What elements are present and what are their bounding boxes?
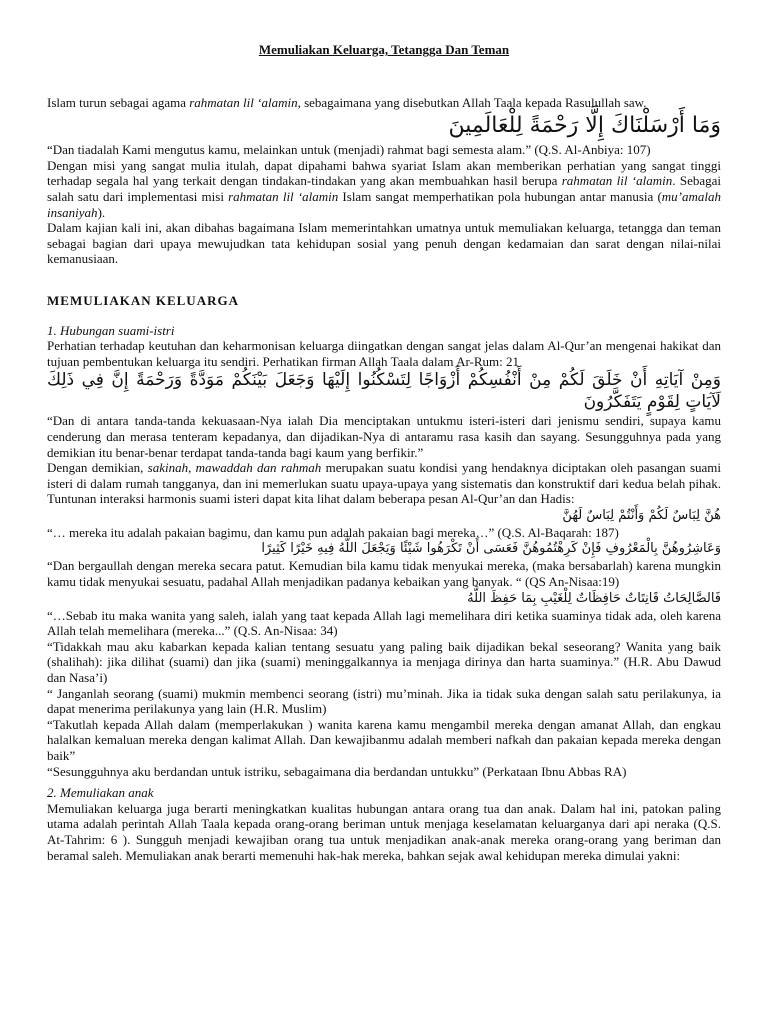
- section-heading-family: MEMULIAKAN KELUARGA: [47, 292, 239, 308]
- hadith-muslim: “ Janganlah seorang (suami) mukmin membenci seorang (istri) mu’minah. Jika ia tidak suka dengan salah satu perilakunya, ia dapat menerima perilakunya yang lain (H.R. Muslim): [47, 685, 721, 717]
- arabic-nisaa34-verse: فَالصَّالِحَاتُ قَانِتَاتٌ حَافِظَاتٌ لِلْغَيْبِ بِمَا حَفِظَ اللَّهُ: [467, 590, 721, 606]
- hadith-abu-dawud: “Tidakkah mau aku kabarkan kepada kalian tentang sesuatu yang paling baik dijadikan bekal seseorang? Wanita yang baik (shalihah): jika dilihat (suami) dan jika (suami) meninggalkannya ia menjaga dirinya dan harta suaminya.” (H.R. Abu Dawud dan Nasa’i): [47, 638, 721, 686]
- paragraph-sakinah: [47, 460, 721, 507]
- intro-text-b: , sebagaimana yang disebutkan Allah Taala kepada Rasulullah saw.: [297, 94, 647, 110]
- document-title: Memuliakan Keluarga, Tetangga Dan Teman: [258, 42, 510, 57]
- sakinah-text-b: merupakan suatu kondisi yang hendaknya diciptakan oleh pasangan suami isteri di dalam rumah tangganya, dan ini memerlukan suatu upaya-upaya yang sistematis dan konstruktif dari kedua belah pihak. Tuntunan interaksi harmonis suami isteri dapat kita lihat dalam beberapa pesan Al-Qur’an dan Hadis:: [47, 460, 721, 507]
- paragraph-family-harmony: Perhatian terhadap keutuhan dan keharmonisan keluarga diingatkan dengan sangat jelas dalam Al-Qur’an mengenai hakikat dan tujuan pembentukan keluarga itu sendiri. Perhatikan firman Allah Taala dalam Ar-Rum: 21: [47, 338, 721, 369]
- sakinah-italic: sakinah, mawaddah dan rahmah: [147, 460, 322, 476]
- baqarah-translation: “… mereka itu adalah pakaian bagimu, dan kamu pun adalah pakaian bagi mereka…” (Q.S. Al-Baqarah: 187): [47, 524, 619, 540]
- intro-paragraph-study: Dalam kajian kali ini, akan dibahas bagaimana Islam memerintahkan umatnya untuk memuliakan keluarga, tetangga dan teman sebagai bagian dari upaya mewujudkan tata kehidupan sosial yang penuh dengan kedamaian dan sarat dengan nilai-nilai kemanusiaan.: [47, 220, 721, 267]
- arabic-nisaa19-verse: وَعَاشِرُوهُنَّ بِالْمَعْرُوفِ فَإِنْ كَرِهْتُمُوهُنَّ فَعَسَى أَنْ تَكْرَهُوا شَيْئًا وَيَجْعَلَ اللَّهُ فِيهِ خَيْرًا كَثِيرًا: [261, 541, 721, 557]
- nisaa19-translation: “Dan bergaullah dengan mereka secara patut. Kemudian bila kamu tidak menyukai mereka, (maka bersabarlah) karena mungkin kamu tidak menyukai sesuatu, padahal Allah menjadikan padanya kebaikan yang banyak. “ (QS An-Nisaa:19): [47, 558, 721, 590]
- hadith-fear-allah: “Takutlah kepada Allah dalam (memperlakukan ) wanita karena kamu mengambil mereka dengan amanat Allah, dan engkau halalkan kemaluan mereka dengan kalimat Allah. Dan kewajibanmu adalah memberi nafkah dan pakaian kepada mereka dengan baik”: [47, 716, 721, 763]
- intro-italic: rahmatan lil ‘alamin: [189, 94, 298, 110]
- p2-italic-1: rahmatan lil ‘alamin: [561, 173, 673, 189]
- subheading-children: 2. Memuliakan anak: [47, 785, 154, 801]
- arabic-baqarah-verse: هُنَّ لِبَاسٌ لَكُمْ وَأَنْتُمْ لِبَاسٌ لَهُنَّ: [562, 507, 721, 523]
- intro-line: [47, 95, 721, 111]
- p2-italic-2: rahmatan lil ‘alamin: [228, 188, 339, 204]
- paragraph-children: Memuliakan keluarga juga berarti meningkatkan kualitas hubungan antara orang tua dan anak. Dalam hal ini, patokan paling utama adalah perintah Allah Taala kepada orang-orang beriman untuk menjaga keselamatan keluarganya dari api neraka (Q.S. At-Tahrim: 6 ). Sungguh menjadi kewajiban orang tua untuk menjadikan anak-anak mereka orang-orang yang beriman dan beramal saleh. Memuliakan anak berarti memenuhi hak-hak mereka, bahkan sejak awal kehidupan mereka dimulai yakni:: [47, 800, 721, 863]
- rum-translation: “Dan di antara tanda-tanda kekuasaan-Nya ialah Dia menciptakan untukmu isteri-isteri dari jenismu sendiri, supaya kamu cenderung dan merasa tenteram kepadanya, dan dijadikan-Nya di antaramu rasa kasih dan sayang. Sesungguhnya pada yang demikian itu benar-benar terdapat tanda-tanda bagi kaum yang berfikir.”: [47, 413, 721, 460]
- anbiya-translation: “Dan tiadalah Kami mengutus kamu, melainkan untuk (menjadi) rahmat bagi semesta alam.” (Q.S. Al-Anbiya: 107): [47, 142, 651, 158]
- p2-text-b: . Sebagai salah satu dari implementasi misi: [47, 173, 721, 204]
- p2-text-c: Islam sangat memperhatikan pola hubungan antar manusia (: [338, 188, 662, 204]
- arabic-anbiya-verse: وَمَا أَرْسَلْنَاكَ إِلَّا رَحْمَةً لِلْعَالَمِينَ: [448, 113, 721, 139]
- p2-text-d: ).: [97, 204, 106, 220]
- sakinah-text-a: Dengan demikian,: [47, 460, 148, 476]
- quote-ibnu-abbas: “Sesungguhnya aku berdandan untuk istriku, sebagaimana dia berdandan untukku” (Perkataan Ibnu Abbas RA): [47, 763, 627, 779]
- p2-italic-3: mu’amalah insaniyah: [47, 188, 721, 220]
- nisaa34-translation: “…Sebab itu maka wanita yang saleh, ialah yang taat kepada Allah lagi memelihara diri ketika suaminya tidak ada, oleh karena Allah telah memelihara (mereka...” (Q.S. An-Nisaa: 34): [47, 607, 721, 639]
- intro-text-a: Islam turun sebagai agama: [47, 94, 190, 110]
- subheading-husband-wife: 1. Hubungan suami-istri: [47, 322, 175, 338]
- arabic-rum-verse: وَمِنْ آيَاتِهِ أَنْ خَلَقَ لَكُمْ مِنْ أَنْفُسِكُمْ أَزْوَاجًا لِتَسْكُنُوا إِلَيْهَا وَجَعَلَ بَيْنَكُمْ مَوَدَّةً وَرَحْمَةً إِنَّ فِي ذَلِكَ لَآيَاتٍ لِقَوْمٍ يَتَفَكَّرُونَ: [47, 370, 721, 413]
- p2-text-a: Dengan misi yang sangat mulia itulah, dapat dipahami bahwa syariat Islam akan memberikan perhatian yang sangat tinggi terhadap segala hal yang terkait dengan tindakan-tindakan yang akan membuahkan hasil berupa: [47, 157, 721, 189]
- intro-paragraph-mission: [47, 158, 721, 220]
